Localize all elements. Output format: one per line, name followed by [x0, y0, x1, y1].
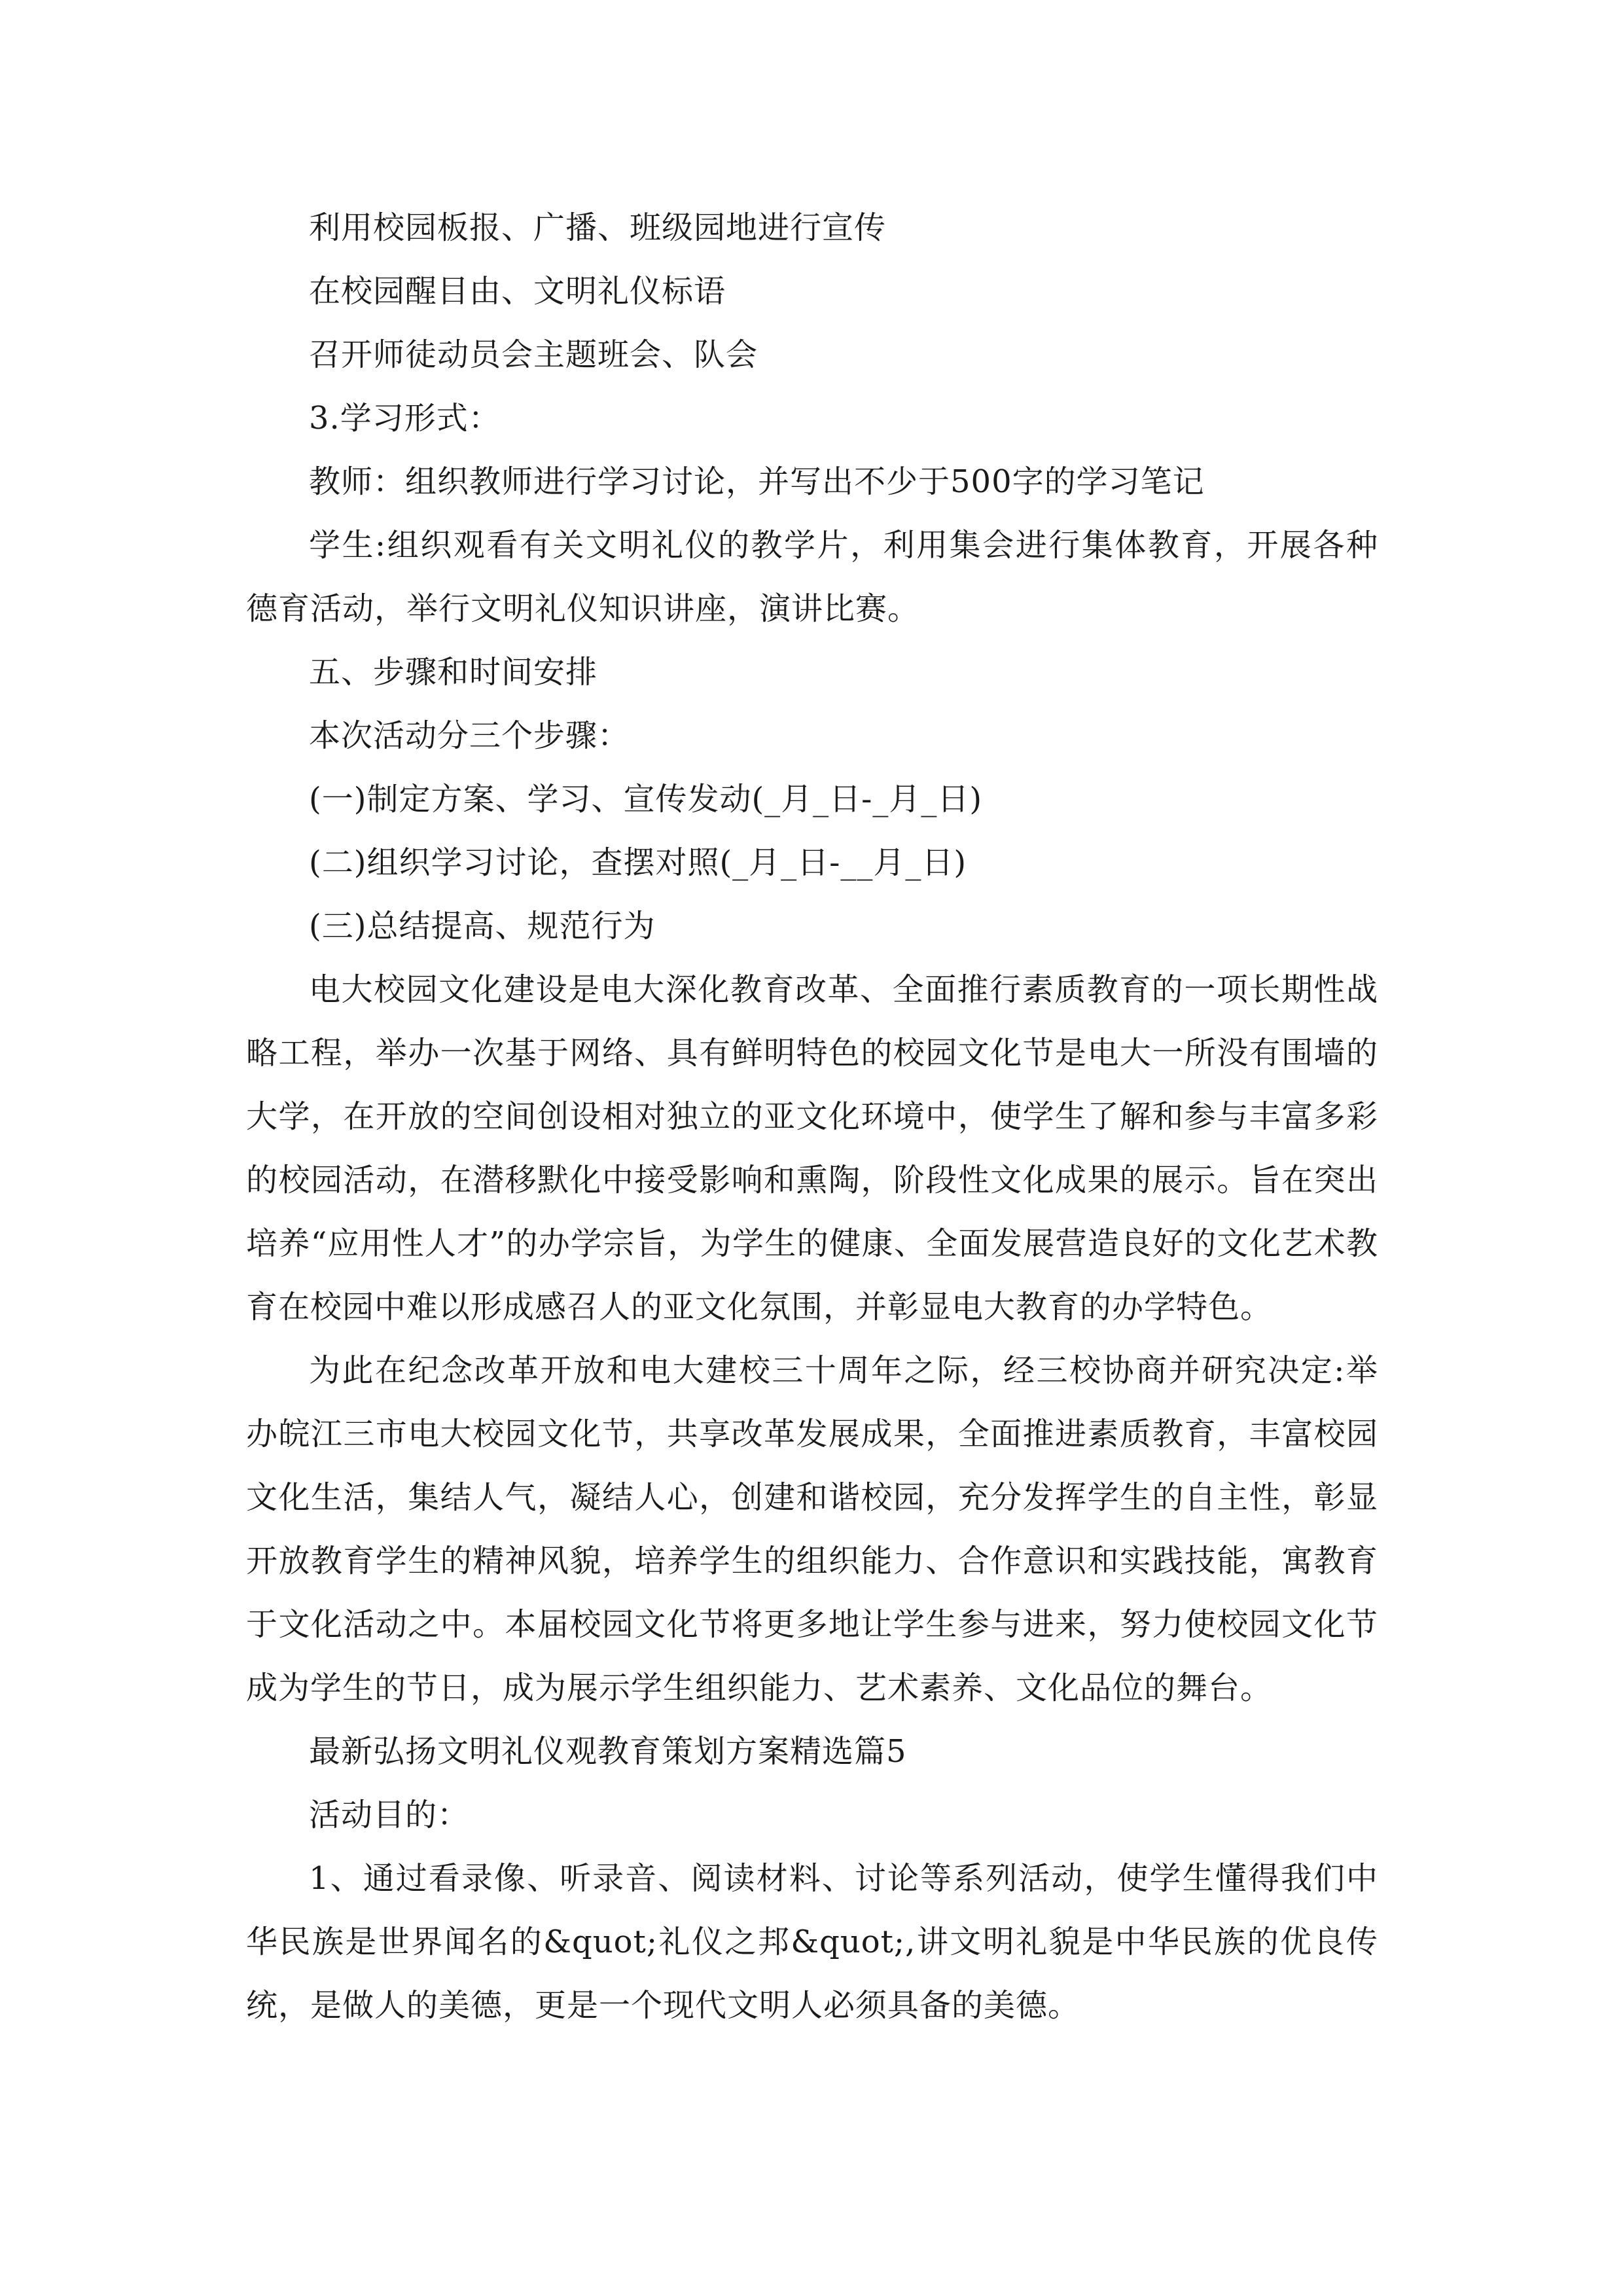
list-item-step-3: (三)总结提高、规范行为: [309, 908, 656, 944]
paragraph-teachers: 教师：组织教师进行学习讨论，并写出不少于500字的学习笔记: [309, 463, 1205, 500]
section-heading-plan-5: 最新弘扬文明礼仪观教育策划方案精选篇5: [309, 1733, 907, 1770]
paragraph-festival-decision: 为此在纪念改革开放和电大建校三十周年之际，经三校协商并研究决定:举办皖江三市电大校园文化节，共享改革发展成果，全面推进素质教育，丰富校园文化生活，集结人气，凝结人心，创建和谐校园，充分发挥学生的自主性，彰显开放教育学生的精神风貌，培养学生的组织能力、合作意识和实践技能，寓教育于文化活动之中。本届校园文化节将更多地让学生参与进来，努力使校园文化节成为学生的节日，成为展示学生组织能力、艺术素养、文化品位的舞台。: [246, 1352, 1378, 1706]
list-item-step-2: (二)组织学习讨论，查摆对照(_月_日-__月_日): [309, 844, 967, 881]
document-body: [246, 196, 1378, 2037]
paragraph-learning-forms-heading: 3.学习形式：: [309, 400, 501, 437]
list-item-step-1: (一)制定方案、学习、宣传发动(_月_日-_月_日): [309, 781, 983, 817]
paragraph-slogans: 在校园醒目由、文明礼仪标语: [309, 273, 726, 310]
section-heading-steps-schedule: 五、步骤和时间安排: [309, 654, 598, 691]
paragraph-class-meetings: 召开师徒动员会主题班会、队会: [309, 336, 758, 373]
paragraph-students: 学生:组织观看有关文明礼仪的教学片，利用集会进行集体教育，开展各种德育活动，举行文明礼仪知识讲座，演讲比赛。: [246, 527, 1378, 627]
paragraph-publicity-channels: 利用校园板报、广播、班级园地进行宣传: [309, 209, 887, 246]
paragraph-campus-culture: 电大校园文化建设是电大深化教育改革、全面推行素质教育的一项长期性战略工程，举办一次基于网络、具有鲜明特色的校园文化节是电大一所没有围墙的大学，在开放的空间创设相对独立的亚文化环境中，使学生了解和参与丰富多彩的校园活动，在潜移默化中接受影响和熏陶，阶段性文化成果的展示。旨在突出培养“应用性人才”的办学宗旨，为学生的健康、全面发展营造良好的文化艺术教育在校园中难以形成感召人的亚文化氛围，并彰显电大教育的办学特色。: [246, 971, 1378, 1325]
paragraph-three-steps: 本次活动分三个步骤：: [309, 717, 630, 754]
paragraph-purpose-1: 1、通过看录像、听录音、阅读材料、讨论等系列活动，使学生懂得我们中华民族是世界闻名的&quot;礼仪之邦&quot;,讲文明礼貌是中华民族的优良传统，是做人的美德，更是一个现代文明人必须具备的美德。: [246, 1860, 1378, 2024]
paragraph-activity-purpose-heading: 活动目的：: [309, 1797, 470, 1833]
